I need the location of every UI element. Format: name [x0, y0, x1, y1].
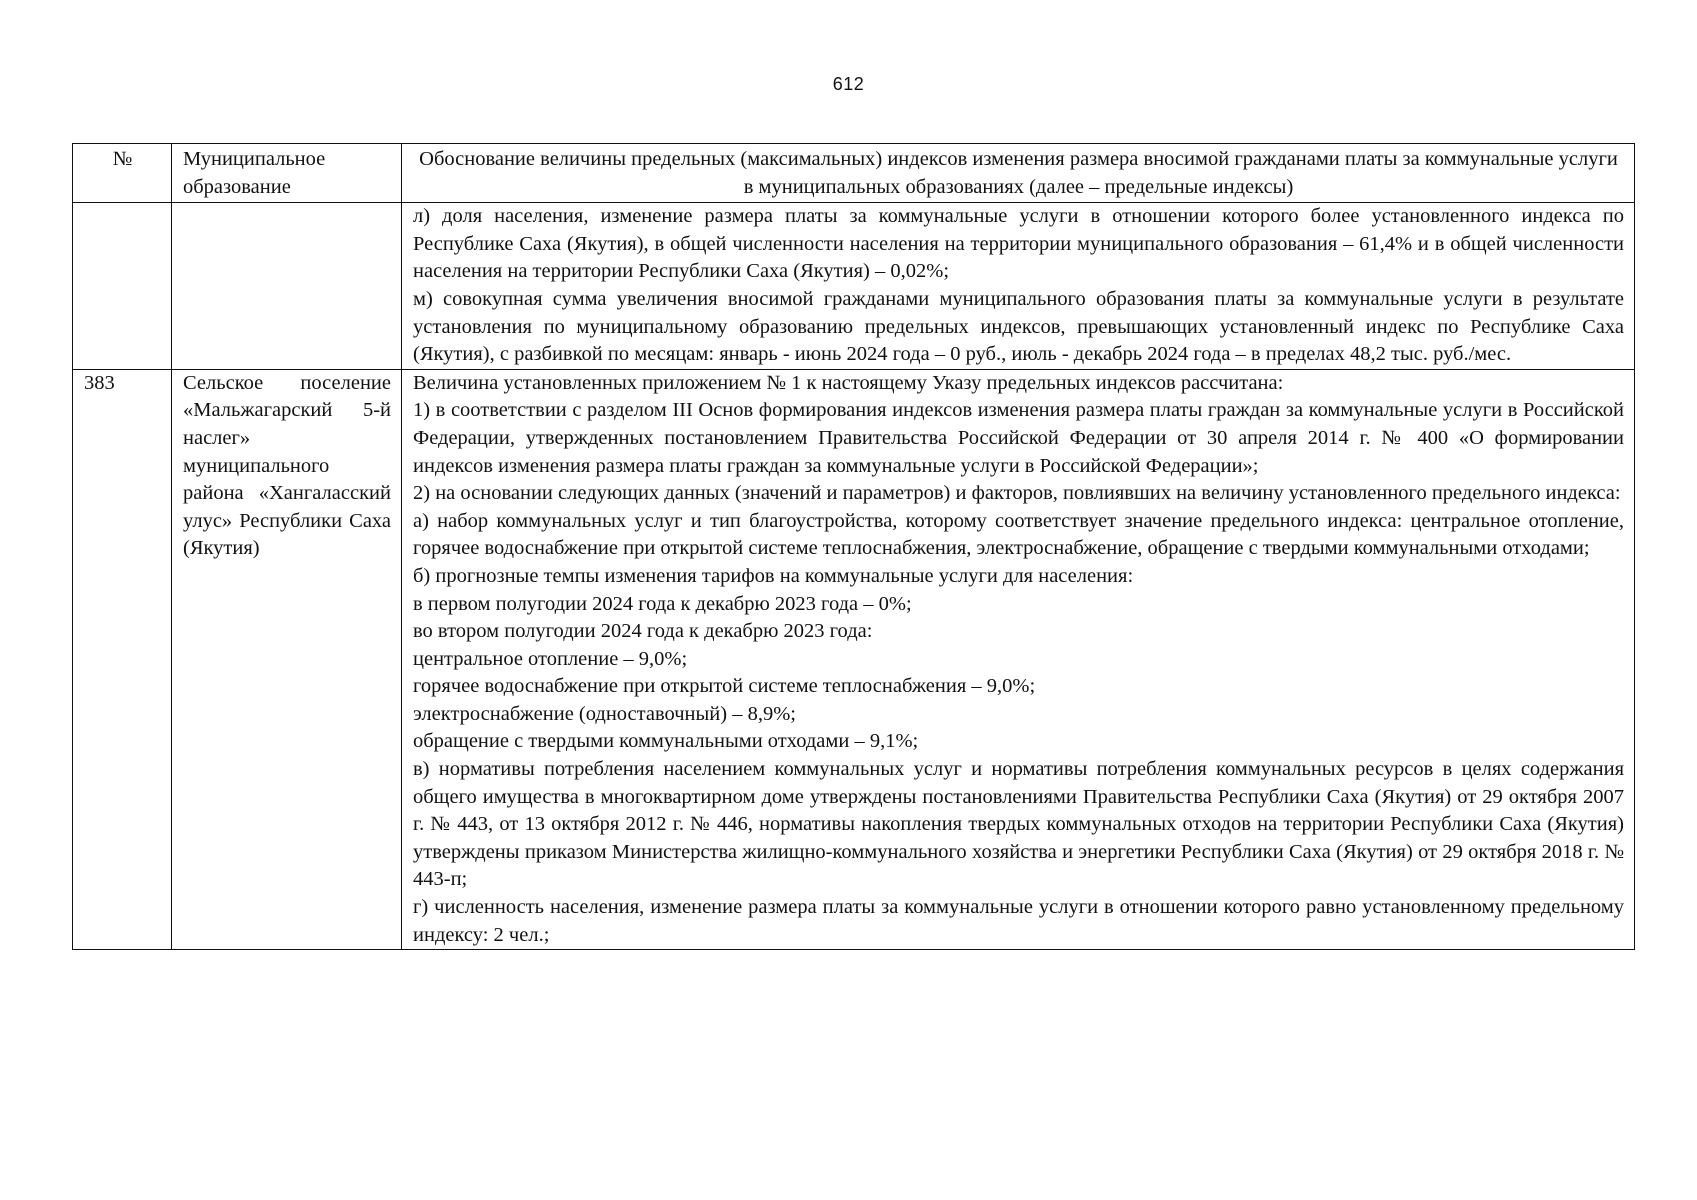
cell-municipality-383: Сельское поселение «Мальжагарский 5-й наслег» муниципального района «Хангаласский улус» Республики Саха (Якутия): [172, 369, 402, 949]
table-body: [73, 203, 1635, 950]
paragraph-b-electricity: электроснабжение (одноставочный) – 8,9%;: [413, 702, 796, 725]
cell-number-383: 383: [73, 369, 172, 949]
paragraph-b-first-half: в первом полугодии 2024 года к декабрю 2023 года – 0%;: [413, 592, 912, 615]
indices-justification-table: [72, 143, 1635, 950]
page-number: 612: [832, 74, 865, 94]
cell-municipality-continuation: [172, 203, 402, 370]
table-header: [73, 144, 1635, 203]
cell-justification-383: [402, 369, 1635, 949]
table-row-383: [73, 369, 1635, 949]
paragraph-b-hot-water: горячее водоснабжение при открытой системе теплоснабжения – 9,0%;: [413, 675, 1036, 698]
paragraph-m: м) совокупная сумма увеличения вносимой гражданами муниципального образования платы за коммунальные услуги в результате установления по муниципальному образованию предельных индексов, превышающих установленный индекс по Республике Саха (Якутия), с разбивкой по месяцам: январь - июнь 2024 года – 0 руб., июль - декабрь 2024 года – в пределах 48,2 тыс. руб./мес.: [413, 287, 1624, 366]
paragraph-intro: Величина установленных приложением № 1 к настоящему Указу предельных индексов рассчитана:: [413, 371, 1284, 394]
header-justification: Обоснование величины предельных (максимальных) индексов изменения размера вносимой гражданами платы за коммунальные услуги в муниципальных образованиях (далее – предельные индексы): [402, 144, 1635, 203]
table-row-continuation: [73, 203, 1635, 370]
paragraph-b-waste: обращение с твердыми коммунальными отходами – 9,1%;: [413, 730, 919, 753]
cell-justification-continuation: [402, 203, 1635, 370]
paragraph-a: а) набор коммунальных услуг и тип благоустройства, которому соответствует значение предельного индекса: центральное отопление, горячее водоснабжение при открытой системе теплоснабжения, электроснабжение, обращение с твердыми коммунальными отходами;: [413, 509, 1624, 560]
paragraph-b: б) прогнозные темпы изменения тарифов на коммунальные услуги для населения:: [413, 564, 1134, 587]
paragraph-item-2: 2) на основании следующих данных (значений и параметров) и факторов, повлиявших на величину установленного предельного индекса:: [413, 482, 1621, 505]
paragraph-g: г) численность населения, изменение размера платы за коммунальные услуги в отношении которого равно установленному предельному индексу: 2 чел.;: [413, 896, 1624, 946]
cell-number-continuation: [73, 203, 172, 370]
paragraph-b-second-half: во втором полугодии 2024 года к декабрю 2023 года:: [413, 620, 873, 643]
paragraph-l: л) доля населения, изменение размера платы за коммунальные услуги в отношении которого более установленного индекса по Республике Саха (Якутия), в общей численности населения на территории муниципального образования – 61,4% и в общей численности населения на территории Республики Саха (Якутия) – 0,02%;: [413, 205, 1624, 283]
header-number: №: [73, 144, 172, 203]
paragraph-v: в) нормативы потребления населением коммунальных услуг и нормативы потребления коммунальных ресурсов в целях содержания общего имущества в многоквартирном доме утверждены постановлениями Правительства Республики Саха (Якутия) от 29 октября 2007 г. № 443, от 13 октября 2012 г. № 446, нормативы накопления твердых коммунальных отходов на территории Республики Саха (Якутия) утверждены приказом Министерства жилищно-коммунального хозяйства и энергетики Республики Саха (Якутия) от 29 октября 2018 г. № 443-п;: [413, 758, 1624, 891]
paragraph-b-heating: центральное отопление – 9,0%;: [413, 647, 688, 670]
paragraph-item-1: 1) в соответствии с разделом III Основ формирования индексов изменения размера платы граждан за коммунальные услуги в Российской Федерации, утвержденных постановлением Правительства Российской Федерации от 30 апреля 2014 г. № 400 «О формировании индексов изменения размера платы граждан за коммунальные услуги в Российской Федерации»;: [413, 399, 1624, 477]
header-municipality: Муниципальное образование: [172, 144, 402, 203]
header-row: [73, 144, 1635, 203]
